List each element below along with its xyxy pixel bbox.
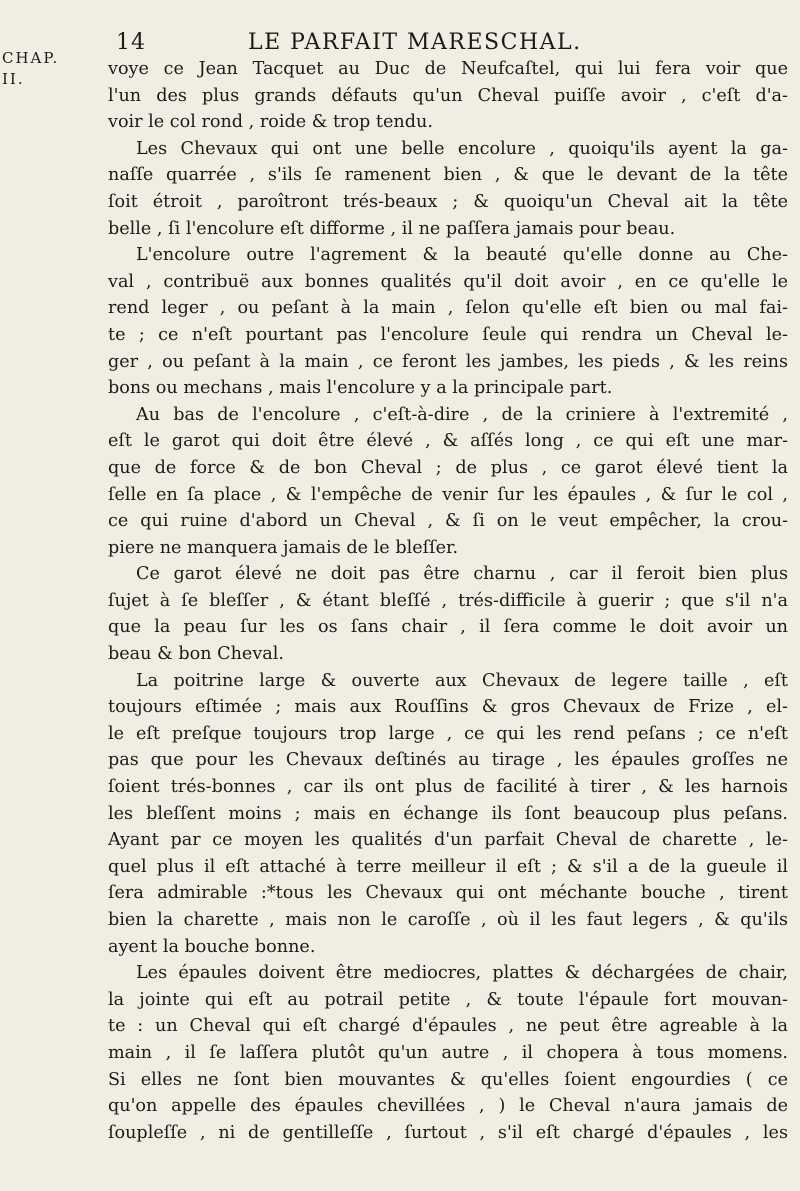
text-line: ce qui ruine d'abord un Cheval , & ſi on le veut empêcher, la crou-: [108, 511, 788, 532]
text-line: Les épaules doivent être mediocres, plattes & déchargées de chair,: [136, 963, 788, 984]
text-line: beau & bon Cheval.: [108, 644, 284, 665]
text-line: naſſe quarrée , s'ils ſe ramenent bien , & que le devant de la tête: [108, 165, 788, 186]
side-note-number: II.: [2, 70, 25, 88]
text-line: val , contribuë aux bonnes qualités qu'il doit avoir , en ce qu'elle le: [108, 271, 788, 292]
text-line: ſelle en ſa place , & l'empêche de venir ſur les épaules , & ſur le col ,: [108, 484, 788, 505]
text-line: ſera admirable :*tous les Chevaux qui ont méchante bouche , tirent: [108, 883, 788, 904]
text-line: toujours eſtimée ; mais aux Rouſſins & gros Chevaux de Frize , el-: [108, 697, 788, 718]
text-line: Les Chevaux qui ont une belle encolure , quoiqu'ils ayent la ga-: [136, 138, 788, 159]
text-line: Ayant par ce moyen les qualités d'un parfait Cheval de charette , le-: [108, 830, 788, 851]
text-line: pas que pour les Chevaux deſtinés au tirage , les épaules groſſes ne: [108, 750, 788, 771]
text-line: ſoient trés-bonnes , car ils ont plus de facilité à tirer , & les harnois: [108, 777, 788, 798]
text-line: l'un des plus grands défauts qu'un Cheval puiſſe avoir , c'eſt d'a-: [108, 85, 788, 106]
text-line: ſoupleſſe , ni de gentilleſſe , ſurtout , s'il eſt chargé d'épaules , les: [108, 1122, 788, 1143]
text-line: qu'on appelle des épaules chevillées , ) le Cheval n'aura jamais de: [108, 1096, 788, 1117]
text-line: quel plus il eſt attaché à terre meilleur il eſt ; & s'il a de la gueule il: [108, 856, 788, 877]
text-line: piere ne manquera jamais de le bleſſer.: [108, 537, 459, 558]
text-line: eſt le garot qui doit être élevé , & aſſés long , ce qui eſt une mar-: [108, 431, 788, 452]
text-line: les bleſſent moins ; mais en échange ils ſont beaucoup plus peſans.: [108, 803, 788, 824]
side-note-chapter: CHAP.: [2, 49, 60, 67]
text-line: Au bas de l'encolure , c'eſt-à-dire , de la criniere à l'extremité ,: [136, 404, 788, 425]
running-title: LE PARFAIT MARESCHAL.: [248, 30, 582, 55]
text-line: bons ou mechans , mais l'encolure y a la principale part.: [108, 378, 613, 399]
text-line: que la peau ſur les os ſans chair , il ſera comme le doit avoir un: [108, 617, 788, 638]
text-line: bien la charette , mais non le caroſſe , où il les faut legers , & qu'ils: [108, 910, 788, 930]
text-line: le eſt preſque toujours trop large , ce qui les rend peſans ; ce n'eſt: [108, 723, 788, 744]
text-line: L'encolure outre l'agrement & la beauté qu'elle donne au Che-: [136, 245, 788, 266]
text-line: La poitrine large & ouverte aux Chevaux de legere taille , eſt: [136, 670, 788, 691]
text-line: ſujet à ſe bleſſer , & étant bleſſé , trés-difficile à guerir ; que s'il n'a: [108, 590, 788, 611]
text-line: belle , ſi l'encolure eſt difforme , il ne paſſera jamais pour beau.: [108, 218, 676, 239]
body-text: [108, 56, 788, 1146]
text-line: main , il ſe laſſera plutôt qu'un autre , il chopera à tous momens.: [108, 1042, 788, 1063]
text-line: te : un Cheval qui eſt chargé d'épaules , ne peut être agreable à la: [108, 1016, 788, 1037]
text-line: voir le col rond , roide & trop tendu.: [108, 112, 433, 133]
chapter-side-note: [2, 48, 92, 90]
text-line: la jointe qui eſt au potrail petite , & toute l'épaule fort mouvan-: [108, 989, 788, 1010]
text-line: voye ce Jean Tacquet au Duc de Neufcaſtel, qui lui fera voir que: [108, 59, 788, 79]
text-line: ger , ou peſant à la main , ce feront les jambes, les pieds , & les reins: [108, 351, 788, 372]
text-line: que de force & de bon Cheval ; de plus , ce garot élevé tient la: [108, 457, 788, 478]
text-line: te ; ce n'eſt pourtant pas l'encolure ſeule qui rendra un Cheval le-: [108, 324, 788, 345]
text-line: ayent la bouche bonne.: [108, 936, 316, 957]
text-line: Si elles ne ſont bien mouvantes & qu'elles ſoient engourdies ( ce: [108, 1069, 788, 1090]
page-number: 14: [116, 30, 146, 55]
text-line: rend leger , ou peſant à la main , ſelon qu'elle eſt bien ou mal fai-: [108, 298, 788, 319]
text-line: Ce garot élevé ne doit pas être charnu , car il feroit bien plus: [136, 564, 788, 585]
text-line: ſoit étroit , paroîtront trés-beaux ; & quoiqu'un Cheval ait la tête: [108, 191, 788, 212]
